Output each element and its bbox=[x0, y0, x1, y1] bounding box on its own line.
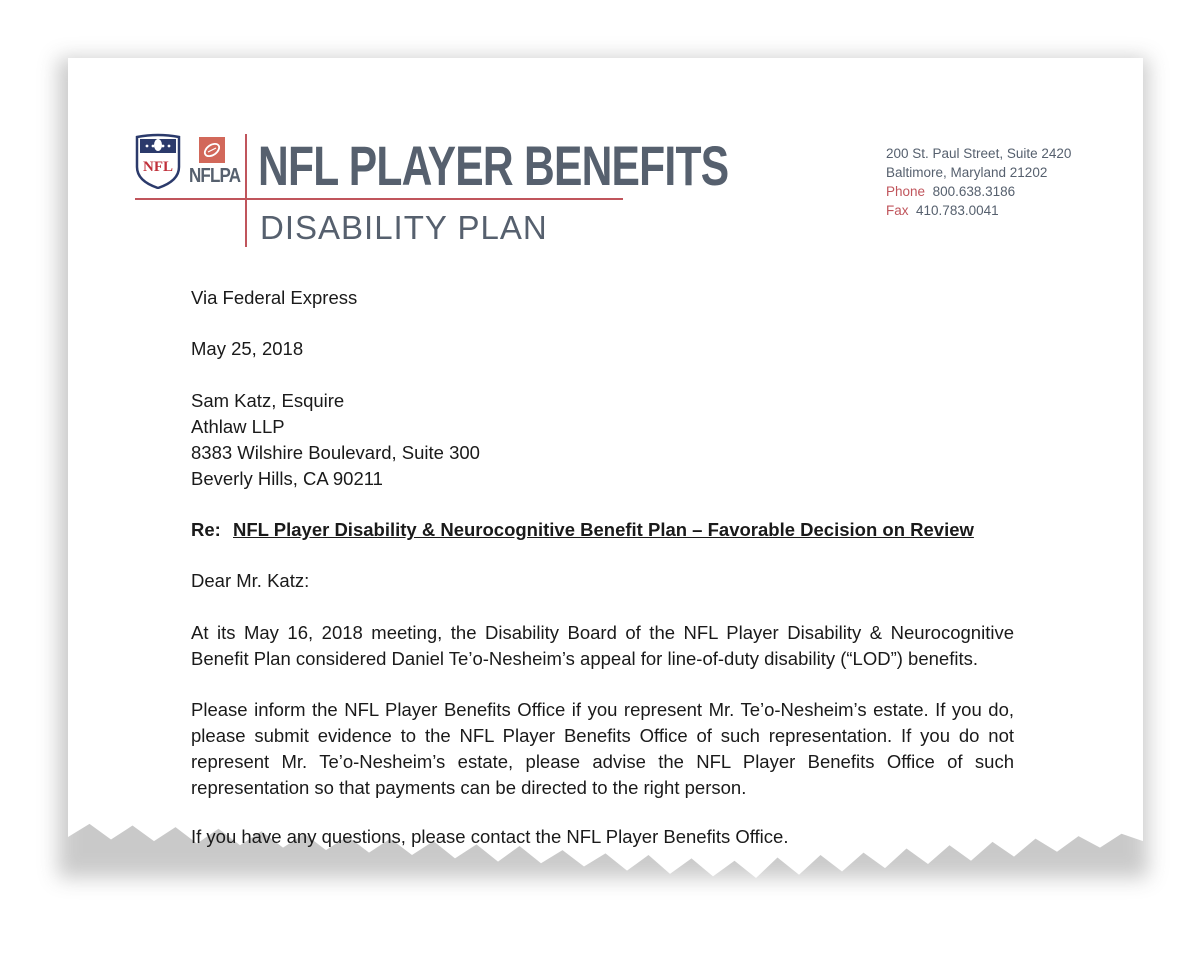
phone-line bbox=[886, 182, 1071, 201]
phone-label: Phone bbox=[886, 184, 926, 199]
nflpa-logo-text: NFLPA bbox=[189, 165, 241, 187]
letterhead-horizontal-rule bbox=[135, 198, 623, 200]
nfl-shield-logo bbox=[135, 133, 181, 189]
fax-number: 410.783.0041 bbox=[916, 203, 999, 218]
letterhead-subtitle: DISABILITY PLAN bbox=[260, 209, 548, 246]
paragraph-3: If you have any questions, please contact the NFL Player Benefits Office. bbox=[191, 826, 789, 847]
letterhead-address bbox=[886, 144, 1071, 220]
phone-number: 800.638.3186 bbox=[932, 184, 1016, 199]
letterhead-title: NFL PLAYER BENEFITS bbox=[258, 134, 729, 197]
address-line-1: 200 St. Paul Street, Suite 2420 bbox=[886, 146, 1072, 161]
letter-date: May 25, 2018 bbox=[191, 338, 304, 359]
recipient-block bbox=[191, 388, 480, 492]
recipient-firm: Athlaw LLP bbox=[191, 416, 285, 437]
salutation: Dear Mr. Katz: bbox=[191, 570, 310, 591]
nflpa-emblem-icon bbox=[199, 137, 225, 163]
recipient-name: Sam Katz, Esquire bbox=[191, 390, 345, 411]
fax-line bbox=[886, 201, 1071, 220]
recipient-street: 8383 Wilshire Boulevard, Suite 300 bbox=[191, 442, 480, 463]
address-line-2: Baltimore, Maryland 21202 bbox=[886, 165, 1048, 180]
delivery-method: Via Federal Express bbox=[191, 287, 358, 308]
letterhead-vertical-rule bbox=[245, 134, 247, 247]
paragraph-1: At its May 16, 2018 meeting, the Disability Board of the NFL Player Disability & Neurocognitive Benefit Plan considered Daniel Te’o-Nesheim’s appeal for line-of-duty disability (“LOD”) benefits. bbox=[191, 622, 1014, 669]
re-subject: NFL Player Disability & Neurocognitive Benefit Plan – Favorable Decision on Review bbox=[233, 519, 974, 540]
recipient-city: Beverly Hills, CA 90211 bbox=[191, 468, 383, 489]
re-label: Re: bbox=[191, 519, 221, 540]
fax-label: Fax bbox=[886, 203, 909, 218]
svg-text:NFL: NFL bbox=[143, 159, 173, 175]
paragraph-2: Please inform the NFL Player Benefits Office if you represent Mr. Te’o-Nesheim’s estate. If you do, please submit evidence to the NFL Player Benefits Office of such representation. If you do not represent Mr. Te’o-Nesheim’s estate, please advise the NFL Player Benefits Office of such representation so that payments can be directed to the right person. bbox=[191, 699, 1014, 798]
re-line bbox=[191, 517, 974, 543]
